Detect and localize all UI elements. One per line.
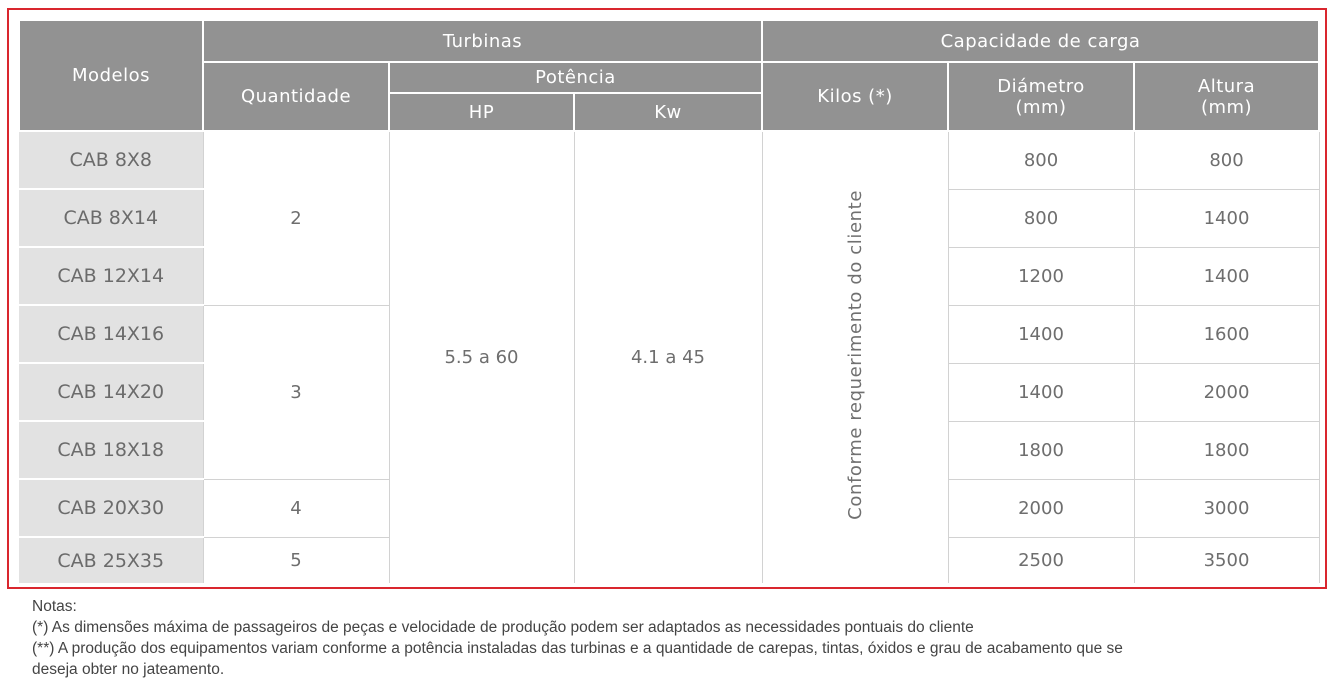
table-row [19,131,1319,189]
notes-title: Notas: [32,598,77,615]
header-quantity: Quantidade [203,62,389,131]
header-kilos: Kilos (*) [762,62,948,131]
kilos-value: Conforme requerimento do cliente [844,190,866,520]
header-diameter-line1: Diámetro [997,75,1085,97]
model-cell: CAB 8X8 [19,131,203,189]
note-2-line-1: (**) A produção dos equipamentos variam conforme a potência instaladas das turbinas e a quantidade de carepas, tintas, óxidos e grau de acabamento que se [32,640,1123,657]
model-cell: CAB 14X20 [19,363,203,421]
header-hp: HP [389,93,574,131]
header-diameter [948,62,1134,131]
model-cell: CAB 8X14 [19,189,203,247]
note-1: (*) As dimensões máxima de passageiros de peças e velocidade de produção podem ser adaptados as necessidades pontuais do cliente [32,619,974,636]
height-cell: 1800 [1134,421,1319,479]
table-frame [7,8,1327,589]
diameter-cell: 800 [948,131,1134,189]
model-cell: CAB 25X35 [19,537,203,583]
header-power: Potência [389,62,762,93]
height-cell: 3500 [1134,537,1319,583]
kilos-cell [762,131,948,583]
height-cell: 1600 [1134,305,1319,363]
specifications-table [18,19,1320,583]
diameter-cell: 1800 [948,421,1134,479]
header-capacity: Capacidade de carga [762,20,1319,62]
model-cell: CAB 18X18 [19,421,203,479]
diameter-cell: 800 [948,189,1134,247]
quantity-cell: 3 [203,305,389,479]
header-diameter-line2: (mm) [1015,96,1067,118]
kw-cell: 4.1 a 45 [574,131,762,583]
height-cell: 800 [1134,131,1319,189]
model-cell: CAB 14X16 [19,305,203,363]
quantity-cell: 5 [203,537,389,583]
diameter-cell: 1200 [948,247,1134,305]
header-height [1134,62,1319,131]
header-kw: Kw [574,93,762,131]
diameter-cell: 1400 [948,305,1134,363]
header-height-line1: Altura [1197,75,1256,97]
height-cell: 1400 [1134,189,1319,247]
quantity-cell: 2 [203,131,389,305]
diameter-cell: 2000 [948,479,1134,537]
header-height-line2: (mm) [1200,96,1253,118]
header-models: Modelos [19,20,203,131]
height-cell: 1400 [1134,247,1319,305]
height-cell: 3000 [1134,479,1319,537]
header-turbines: Turbinas [203,20,762,62]
hp-cell: 5.5 a 60 [389,131,574,583]
height-cell: 2000 [1134,363,1319,421]
diameter-cell: 1400 [948,363,1134,421]
model-cell: CAB 12X14 [19,247,203,305]
model-cell: CAB 20X30 [19,479,203,537]
diameter-cell: 2500 [948,537,1134,583]
note-2-line-2: deseja obter no jateamento. [32,661,225,678]
notes-section [32,596,1332,680]
quantity-cell: 4 [203,479,389,537]
